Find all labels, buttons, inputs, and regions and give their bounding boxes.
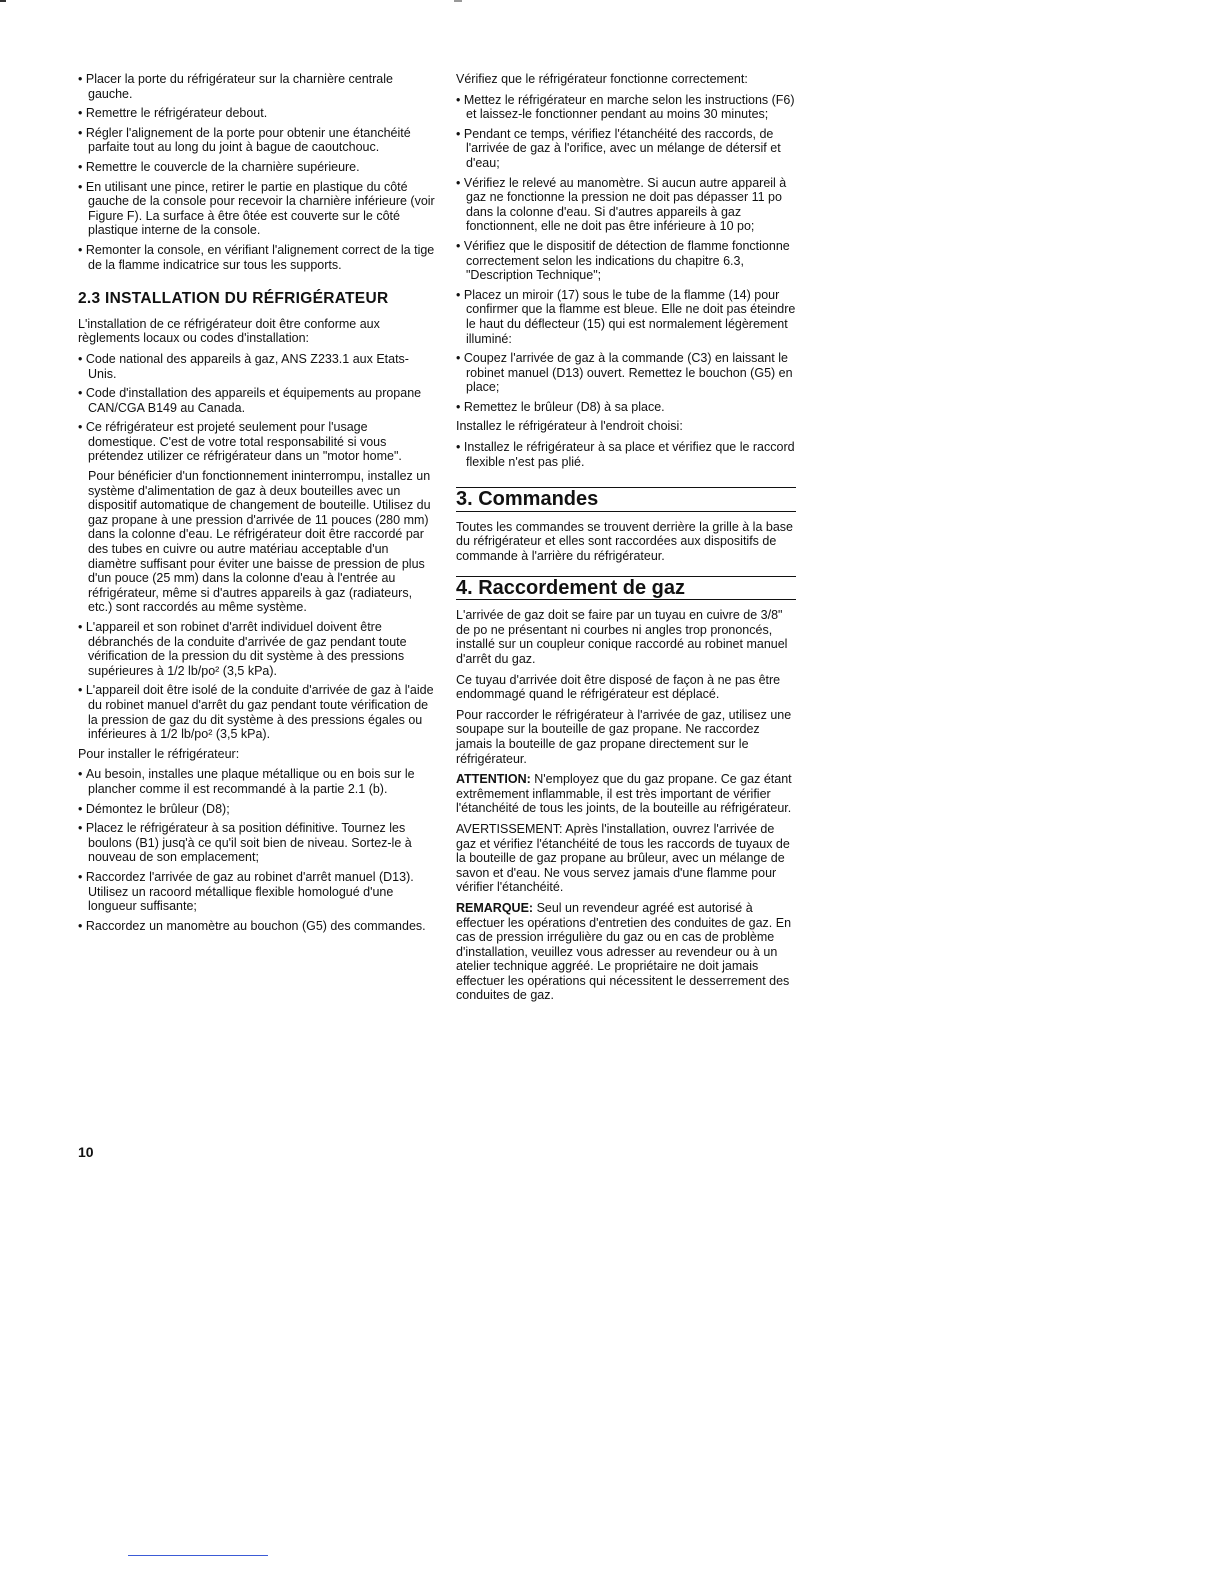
list-item: • L'appareil doit être isolé de la conduite d'arrivée de gaz à l'aide du robinet manuel d'arrêt du gaz pendant toute vérification de la pression de gaz du dit système à des pressions égales ou inférieures à 1/2 lb/po² (3,5 kPa). — [78, 683, 436, 741]
list-item: • Au besoin, installes une plaque métallique ou en bois sur le plancher comme il est recommandé à la partie 2.1 (b). — [78, 767, 436, 796]
list-item: • Placer la porte du réfrigérateur sur la charnière centrale gauche. — [78, 72, 436, 101]
list-item: • Raccordez l'arrivée de gaz au robinet d'arrêt manuel (D13). Utilisez un racoord métallique flexible homologué d'une longueur suffisante; — [78, 870, 436, 914]
scan-mark — [0, 0, 6, 2]
page-number: 10 — [78, 1144, 94, 1160]
continuation-paragraph: Pour bénéficier d'un fonctionnement ininterrompu, installez un système d'alimentation de gaz à deux bouteilles avec un dispositif automatique de changement de bouteille. Utilisez du gaz propane à une pression d'arrivée de 11 pouces (280 mm) dans la colonne d'eau. Le réfrigérateur doit être raccordé par des tubes en cuivre ou autre matériau acceptable d'un diamètre suffisant pour éviter une baisse de pression de plus d'un pouce (25 mm) dans la colonne d'eau à l'entrée au réfrigérateur, même si d'autres appareils à gaz (radiateurs, etc.) sont raccordés au même système. — [88, 469, 431, 615]
list-item: • Démontez le brûleur (D8); — [78, 802, 436, 817]
list-item: • Code d'installation des appareils et équipements au propane CAN/CGA B149 au Canada. — [78, 386, 436, 415]
remark-label: REMARQUE: — [456, 900, 534, 915]
install-steps-intro: Pour installer le réfrigérateur: — [78, 746, 240, 761]
section-heading-commandes: 3. Commandes — [456, 487, 796, 512]
list-item: • Coupez l'arrivée de gaz à la commande (C3) en laissant le robinet manuel (D13) ouvert. Remettez le bouchon (G5) en place; — [456, 351, 796, 395]
list-item: • Placez un miroir (17) sous le tube de la flamme (14) pour confirmer que la flamme est bleue. Elle ne doit pas éteindre le haut du déflecteur (15) qui est normalement légèrement illuminé: — [456, 288, 796, 346]
gas-paragraph-3: Pour raccorder le réfrigérateur à l'arrivée de gaz, utilisez une soupape sur la bouteille de gaz propane. Ne raccordez jamais la bouteille de gaz propane directement sur le réfrigérateur. — [456, 707, 792, 766]
list-item: • Remettez le brûleur (D8) à sa place. — [456, 400, 796, 415]
list-item: • Remonter la console, en vérifiant l'alignement correct de la tige de la flamme indicatrice sur tous les supports. — [78, 243, 436, 272]
gas-paragraph-2: Ce tuyau d'arrivée doit être disposé de façon à ne pas être endommagé quand le réfrigérateur est déplacé. — [456, 672, 781, 702]
gas-paragraph-1: L'arrivée de gaz doit se faire par un tuyau en cuivre de 3/8" de po ne présentant ni courbes ni angles trop prononcés, installé sur un coupleur conique raccordé au robinet manuel d'arrêt du gaz. — [456, 608, 788, 666]
list-item: • Installez le réfrigérateur à sa place et vérifiez que le raccord flexible n'est pas plié. — [456, 440, 796, 469]
attention-text: N'employez que du gaz propane. Ce gaz étant extrêmement inflammable, il est très important de vérifier l'étanchéité de tous les joints, de la bouteille au réfrigérateur. — [456, 772, 792, 816]
list-item: • Remettre le réfrigérateur debout. — [78, 106, 436, 121]
list-item: • Remettre le couvercle de la charnière supérieure. — [78, 160, 436, 175]
scan-mark-top — [454, 0, 462, 2]
right-column — [456, 72, 796, 1009]
remark-note — [456, 901, 796, 1003]
list-item: • L'appareil et son robinet d'arrêt individuel doivent être débranchés de la conduite d'arrivée de gaz pendant toute vérification de la pression du dit système à des pressions supérieures à 1/2 lb/po² (3,5 kPa). — [78, 620, 436, 678]
list-item: • Ce réfrigérateur est projeté seulement pour l'usage domestique. C'est de votre total responsabilité si vous prétendez utilizer ce réfrigérateur dans un "motor home". — [78, 420, 436, 464]
warning-label: AVERTISSEMENT: — [456, 821, 563, 836]
list-item: • Mettez le réfrigérateur en marche selon les instructions (F6) et laissez-le fonctionner pendant au moins 30 minutes; — [456, 93, 796, 122]
placement-intro: Installez le réfrigérateur à l'endroit choisi: — [456, 419, 683, 434]
section-heading-raccordement: 4. Raccordement de gaz — [456, 576, 796, 601]
attention-label: ATTENTION: — [456, 772, 531, 787]
footer-rule — [128, 1555, 268, 1556]
remark-text: Seul un revendeur agréé est autorisé à effectuer les opérations d'entretien des conduites de gaz. En cas de pression irrégulière du gaz ou en cas de problème d'installation, veuillez vous adresser au revendeur ou à un atelier technique aggréé. Le propriétaire ne doit jamais effectuer les opérations qui nécessitent le desserrement des conduites de gaz. — [456, 900, 792, 1003]
list-item: • Raccordez un manomètre au bouchon (G5) des commandes. — [78, 919, 436, 934]
warning-text: Après l'installation, ouvrez l'arrivée de gaz et vérifiez l'étanchéité de tous les raccords de tuyaux de la bouteille de gaz propane au brûleur, avec un mélange de savon et d'eau. Ne vous servez jamais d'une flamme pour vérifier l'étanchéité. — [456, 821, 790, 895]
verify-intro: Vérifiez que le réfrigérateur fonctionne correctement: — [456, 72, 748, 86]
list-item: • Pendant ce temps, vérifiez l'étanchéité des raccords, de l'arrivée de gaz à l'orifice, avec un mélange de détersif et d'eau; — [456, 127, 796, 171]
warning-note — [456, 822, 796, 895]
list-item: • Placez le réfrigérateur à sa position définitive. Tournez les boulons (B1) jusq'à ce qu'il soit bien de niveau. Sortez-le à nouveau de son emplacement; — [78, 821, 436, 865]
commandes-paragraph: Toutes les commandes se trouvent derrière la grille à la base du réfrigérateur et elles sont raccordées aux dispositifs de commande à l'arrière du réfrigérateur. — [456, 519, 793, 564]
list-item: • En utilisant une pince, retirer le partie en plastique du côté gauche de la console pour recevoir la charnière inférieure (voir Figure F). La surface à être ôtée est couverte sur le côté plastique interne de la console. — [78, 180, 436, 238]
list-item: • Vérifiez le relevé au manomètre. Si aucun autre appareil à gaz ne fonctionne la pression ne doit pas dépasser 11 po dans la colonne d'eau. Si d'autres appareils à gaz fonctionnent, elle ne doit pas être inférieure à 10 po; — [456, 176, 796, 234]
section-heading-2-3: 2.3 INSTALLATION DU RÉFRIGÉRATEUR — [78, 290, 389, 308]
list-item: • Régler l'alignement de la porte pour obtenir une étanchéité parfaite tout au long du joint à bague de caoutchouc. — [78, 126, 436, 155]
list-item: • Vérifiez que le dispositif de détection de flamme fonctionne correctement selon les indications du chapitre 6.3, "Description Technique"; — [456, 239, 796, 283]
installation-intro: L'installation de ce réfrigérateur doit être conforme aux règlements locaux ou codes d'installation: — [78, 316, 380, 346]
list-item: • Code national des appareils à gaz, ANS Z233.1 aux Etats-Unis. — [78, 352, 436, 381]
attention-note — [456, 772, 796, 816]
left-column — [78, 72, 436, 938]
